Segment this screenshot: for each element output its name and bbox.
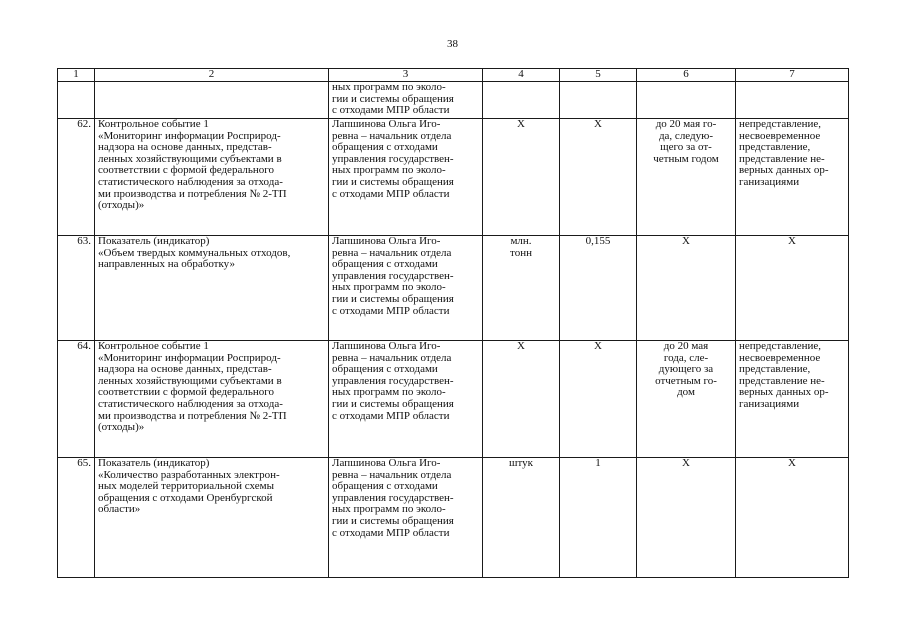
row-description: Контрольное событие 1 «Мониторинг информации Росприрод- надзора на основе данных, представ- ленных хозяйствующими субъектами в соответствии с формой федерального статистического наблюдения за отхода- ми производства и потребления № 2-ТП (отходы)»: [95, 119, 329, 236]
column-number: 1: [58, 69, 95, 82]
row-responsible: Лапшинова Ольга Иго- ревна – начальник отдела обращения с отходами управления государствен- ных программ по эколо- гии и системы обращения с отходами МПР области: [329, 119, 483, 236]
row-value: [560, 82, 637, 119]
row-value: 1: [560, 458, 637, 578]
column-number: 6: [637, 69, 736, 82]
row-deadline: Х: [637, 458, 736, 578]
row-unit: [483, 82, 560, 119]
row-value: Х: [560, 341, 637, 458]
row-value: 0,155: [560, 236, 637, 341]
row-deadline: Х: [637, 236, 736, 341]
row-number: 62.: [58, 119, 95, 236]
table-row: [58, 341, 849, 458]
row-unit: Х: [483, 341, 560, 458]
page-number: 38: [447, 38, 458, 50]
row-responsible: Лапшинова Ольга Иго- ревна – начальник отдела обращения с отходами управления государствен- ных программ по эколо- гии и системы обращения с отходами МПР области: [329, 341, 483, 458]
row-risks: непредставление, несвоевременное представление, представление не- верных данных ор- ганизациями: [736, 119, 849, 236]
row-number: 65.: [58, 458, 95, 578]
row-deadline: до 20 мая года, сле- дующего за отчетным го- дом: [637, 341, 736, 458]
row-description: Показатель (индикатор) «Количество разработанных электрон- ных моделей территориальной схемы обращения с отходами Оренбургской области»: [95, 458, 329, 578]
row-risks: Х: [736, 458, 849, 578]
table-row: [58, 458, 849, 578]
row-responsible: Лапшинова Ольга Иго- ревна – начальник отдела обращения с отходами управления государствен- ных программ по эколо- гии и системы обращения с отходами МПР области: [329, 236, 483, 341]
row-risks: [736, 82, 849, 119]
row-number: 63.: [58, 236, 95, 341]
table-row: [58, 236, 849, 341]
row-unit: Х: [483, 119, 560, 236]
row-number: [58, 82, 95, 119]
column-number: 2: [95, 69, 329, 82]
column-number: 7: [736, 69, 849, 82]
row-responsible: Лапшинова Ольга Иго- ревна – начальник отдела обращения с отходами управления государствен- ных программ по эколо- гии и системы обращения с отходами МПР области: [329, 458, 483, 578]
table-row: [58, 119, 849, 236]
column-number: 3: [329, 69, 483, 82]
row-description: Показатель (индикатор) «Объем твердых коммунальных отходов, направленных на обработку»: [95, 236, 329, 341]
column-number: 4: [483, 69, 560, 82]
row-risks: непредставление, несвоевременное представление, представление не- верных данных ор- ганизациями: [736, 341, 849, 458]
row-deadline: [637, 82, 736, 119]
row-description: Контрольное событие 1 «Мониторинг информации Росприрод- надзора на основе данных, представ- ленных хозяйствующими субъектами в соответствии с формой федерального статистического наблюдения за отхода- ми производства и потребления № 2-ТП (отходы)»: [95, 341, 329, 458]
column-number: 5: [560, 69, 637, 82]
row-value: Х: [560, 119, 637, 236]
column-number-row: [58, 69, 849, 82]
table-row-continuation: [58, 82, 849, 119]
row-number: 64.: [58, 341, 95, 458]
program-table: [57, 68, 849, 578]
row-unit: млн. тонн: [483, 236, 560, 341]
row-deadline: до 20 мая го- да, следую- щего за от- четным годом: [637, 119, 736, 236]
row-responsible: ных программ по эколо- гии и системы обращения с отходами МПР области: [329, 82, 483, 119]
row-description: [95, 82, 329, 119]
row-risks: Х: [736, 236, 849, 341]
row-unit: штук: [483, 458, 560, 578]
